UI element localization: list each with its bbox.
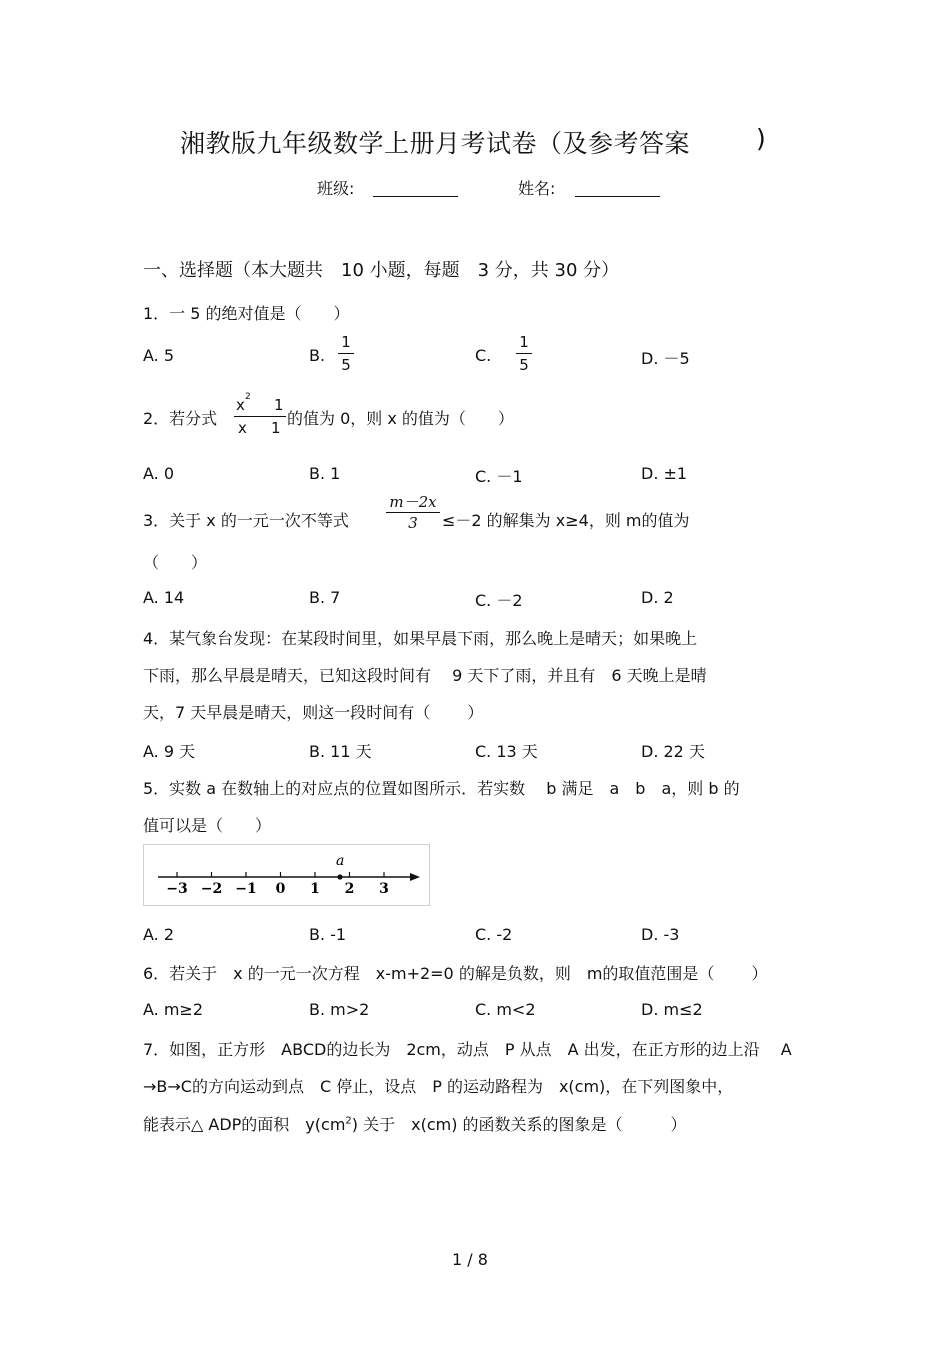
q2-option-b: B. 1 [309, 464, 341, 483]
q6-option-a: A. m≥2 [143, 1000, 204, 1019]
number-line-svg [144, 845, 429, 905]
question-4-line-1: 4．某气象台发现：在某段时间里，如果早晨下雨，那么晚上是晴天；如果晚上 [143, 629, 698, 648]
number-line-figure [143, 844, 430, 906]
q2-fraction: x 2 1 x 1 [234, 396, 286, 439]
question-5-line-1: 5．实数 a 在数轴上的对应点的位置如图所示．若实数 b 满足 a b a，则 b 的 [143, 779, 740, 798]
q5-option-a: A. 2 [143, 925, 175, 944]
axis-tick-label: 1 [310, 881, 320, 897]
question-6-stem: 6．若关于 x 的一元一次方程 x-m+2=0 的解是负数，则 m的取值范围是（ ） [143, 964, 768, 983]
question-2-stem-post: 的值为 0，则 x 的值为（ ） [287, 409, 514, 428]
q1-option-c: C. [475, 346, 492, 365]
q6-option-d: D. m≤2 [641, 1000, 703, 1019]
q1-option-a: A. 5 [143, 346, 175, 365]
q6-option-b: B. m>2 [309, 1000, 370, 1019]
title-close-paren: ) [756, 124, 767, 153]
q2-option-d: D. ±1 [641, 464, 688, 483]
question-5-line-2: 值可以是（ ） [143, 816, 272, 835]
q5-option-d: D. -3 [641, 925, 680, 944]
q3-option-c: C. －2 [475, 591, 523, 610]
q4-option-b: B. 11 天 [309, 742, 372, 761]
question-4-line-3: 天，7 天早晨是晴天，则这一段时间有（ ） [143, 703, 484, 722]
q1-option-c-fraction: 1 5 [516, 333, 532, 374]
class-label: 班级: [317, 179, 355, 198]
name-blank[interactable] [575, 196, 660, 197]
name-label: 姓名: [518, 179, 556, 198]
section-heading: 一、选择题（本大题共 10 小题，每题 3 分，共 30 分） [143, 260, 620, 281]
q5-option-b: B. -1 [309, 925, 347, 944]
q6-option-c: C. m<2 [475, 1000, 536, 1019]
question-7-line-2: →B→C的方向运动到点 C 停止，设点 P 的运动路程为 x(cm)，在下列图象中， [143, 1077, 734, 1096]
q3-option-b: B. 7 [309, 588, 341, 607]
question-3-paren: （ ） [143, 553, 208, 572]
q3-option-a: A. 14 [143, 588, 185, 607]
class-blank[interactable] [373, 196, 458, 197]
q5-option-c: C. -2 [475, 925, 513, 944]
q1-option-b-fraction: 1 5 [338, 333, 354, 374]
question-3-stem-pre: 3．关于 x 的一元一次不等式 [143, 511, 349, 530]
question-2-stem-pre: 2．若分式 [143, 409, 218, 428]
question-4-line-2: 下雨，那么早晨是晴天，已知这段时间有 9 天下了雨，并且有 6 天晚上是晴 [143, 666, 707, 685]
question-3-stem-post: ≤－2 的解集为 x≥4，则 m的值为 [442, 511, 690, 530]
axis-tick-label: −2 [200, 881, 223, 897]
q4-option-a: A. 9 天 [143, 742, 196, 761]
question-7-line-1: 7．如图，正方形 ABCD的边长为 2cm，动点 P 从点 A 出发，在正方形的边上沿 A [143, 1040, 792, 1059]
point-a [337, 874, 342, 879]
q1-option-b: B. [309, 346, 326, 365]
axis-tick-label: 2 [344, 881, 355, 897]
q1-option-d: D. －5 [641, 349, 690, 368]
axis-tick-label: −3 [166, 881, 188, 897]
q3-option-d: D. 2 [641, 588, 674, 607]
q4-option-c: C. 13 天 [475, 742, 538, 761]
question-7-line-3: 能表示△ ADP的面积 $y(cm^2)$ 关于 x(cm) 的函数关系的图象是（ ） [143, 1115, 687, 1134]
q3-fraction: m－2x 3 [386, 493, 440, 532]
axis-tick-label: 0 [275, 881, 286, 897]
axis-tick-label: 3 [379, 881, 389, 897]
q4-option-d: D. 22 天 [641, 742, 705, 761]
axis-tick-label: −1 [235, 881, 257, 897]
axis-arrow [410, 873, 420, 881]
question-1-stem: 1．一 5 的绝对值是（ ） [143, 304, 350, 323]
q2-option-a: A. 0 [143, 464, 175, 483]
page-title: 湘教版九年级数学上册月考试卷（及参考答案 [180, 129, 691, 158]
point-a-label: a [336, 853, 345, 869]
page-number: 1 / 8 [452, 1250, 488, 1269]
q2-option-c: C. －1 [475, 467, 523, 486]
